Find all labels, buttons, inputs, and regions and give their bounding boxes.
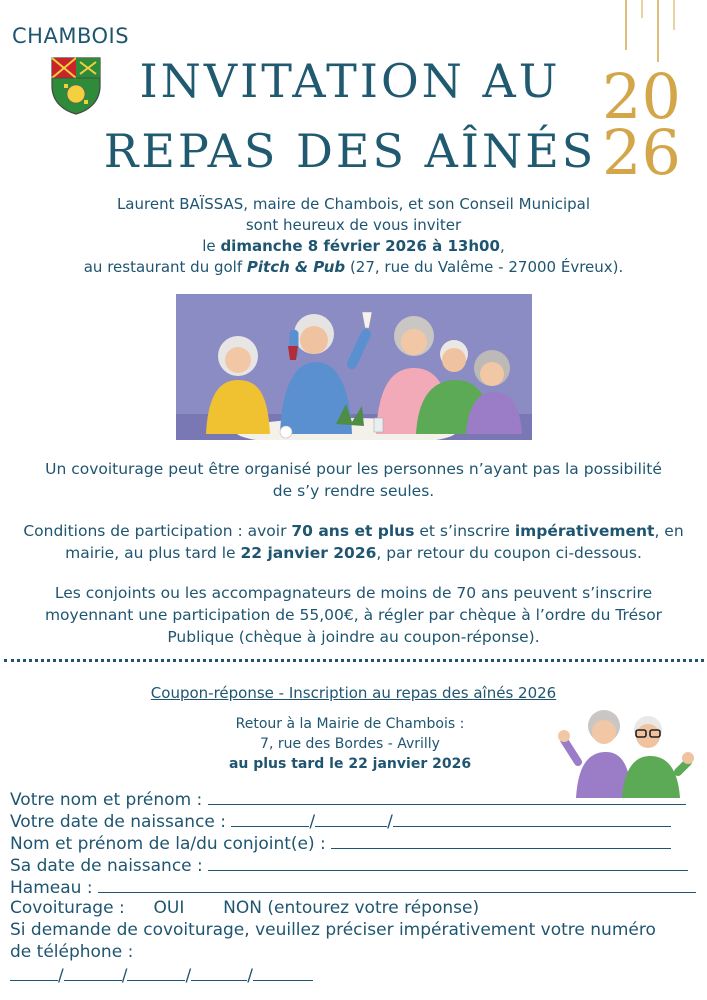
carpool-line-1: Un covoiturage peut être organisé pour les personnes n’ayant pas la possibilité <box>45 460 662 478</box>
waving-couple-illustration <box>556 706 696 798</box>
title-line-1: INVITATION AU <box>139 54 561 108</box>
name-row <box>10 787 700 809</box>
spouse-birth-label: Sa date de naissance : <box>10 856 203 876</box>
phone-instruction-row <box>10 919 700 941</box>
birth-row: Votre date de naissance : / / <box>10 809 700 831</box>
return-address <box>180 714 520 774</box>
carpool-non-option[interactable]: NON (entourez votre réponse) <box>223 898 480 918</box>
year-ornament <box>598 0 698 190</box>
carpool-label: Covoiturage : <box>10 898 125 918</box>
intro-line-1: Laurent BAÏSSAS, maire de Chambois, et son Conseil Municipal <box>116 195 591 213</box>
dotted-separator <box>4 659 704 662</box>
name-label: Votre nom et prénom : <box>10 790 203 810</box>
seniors-toast-illustration <box>176 294 532 440</box>
return-deadline: au plus tard le 22 janvier 2026 <box>228 756 472 772</box>
intro-line-3: le dimanche 8 février 2026 à 13h00, <box>202 237 505 255</box>
spouse-name-field[interactable] <box>331 831 671 849</box>
intro-line-4: au restaurant du golf Pitch & Pub (27, rue du Valême - 27000 Évreux). <box>83 258 624 276</box>
birth-year-field[interactable] <box>393 809 671 827</box>
phone-label-row <box>10 941 700 963</box>
phone-part-2[interactable] <box>64 963 122 981</box>
spouse-line-3: Publique (chèque à joindre au coupon-réponse). <box>167 628 540 646</box>
birth-month-field[interactable] <box>315 809 387 827</box>
year-top: 20 <box>602 60 681 133</box>
invitation-intro <box>0 194 707 278</box>
conditions-line-1: Conditions de participation : avoir 70 ans et plus et s’inscrire impérativement, en <box>23 522 684 540</box>
carpool-paragraph <box>20 458 687 502</box>
phone-part-3[interactable] <box>127 963 185 981</box>
town-name: CHAMBOIS <box>12 24 130 48</box>
spouse-line-1: Les conjoints ou les accompagnateurs de moins de 70 ans peuvent s’inscrire <box>54 584 653 602</box>
hamlet-field[interactable] <box>98 875 696 893</box>
spouse-line-2: moyennant une participation de 55,00€, à régler par chèque à l’ordre du Trésor <box>44 606 663 624</box>
phone-row: / / / / <box>10 963 700 985</box>
hamlet-row <box>10 875 700 897</box>
phone-part-4[interactable] <box>191 963 247 981</box>
name-field[interactable] <box>208 787 686 805</box>
conditions-line-2: mairie, au plus tard le 22 janvier 2026, par retour du coupon ci-dessous. <box>65 544 642 562</box>
venue-name: Pitch & Pub <box>246 258 346 276</box>
intro-line-2: sont heureux de vous inviter <box>245 216 462 234</box>
spouse-birth-field[interactable] <box>208 853 688 871</box>
spouse-name-label: Nom et prénom de la/du conjoint(e) : <box>10 834 326 854</box>
title-line-2: REPAS DES AÎNÉS <box>103 124 597 178</box>
registration-form <box>10 787 700 985</box>
phone-instruction-label: Si demande de covoiturage, veuillez préciser impérativement votre numéro <box>10 920 656 940</box>
spouse-birth-row <box>10 853 700 875</box>
carpool-line-2: de s’y rendre seules. <box>272 482 435 500</box>
spouse-name-row <box>10 831 700 853</box>
phone-label: de téléphone : <box>10 942 134 962</box>
phone-part-5[interactable] <box>253 963 313 981</box>
phone-part-1[interactable] <box>10 963 58 981</box>
coupon-title: Coupon-réponse - Inscription au repas des aînés 2026 <box>150 684 557 702</box>
carpool-oui-option[interactable]: OUI <box>153 898 185 918</box>
birth-day-field[interactable] <box>231 809 309 827</box>
return-line-2: 7, rue des Bordes - Avrilly <box>260 736 440 752</box>
spouse-paragraph <box>20 582 687 648</box>
return-line-1: Retour à la Mairie de Chambois : <box>235 716 465 732</box>
conditions-paragraph <box>20 520 687 564</box>
year-bottom: 26 <box>602 116 681 189</box>
birth-label: Votre date de naissance : <box>10 812 227 832</box>
event-date: dimanche 8 février 2026 à 13h00 <box>220 237 500 255</box>
hamlet-label: Hameau : <box>10 878 93 898</box>
carpool-row <box>10 897 700 919</box>
